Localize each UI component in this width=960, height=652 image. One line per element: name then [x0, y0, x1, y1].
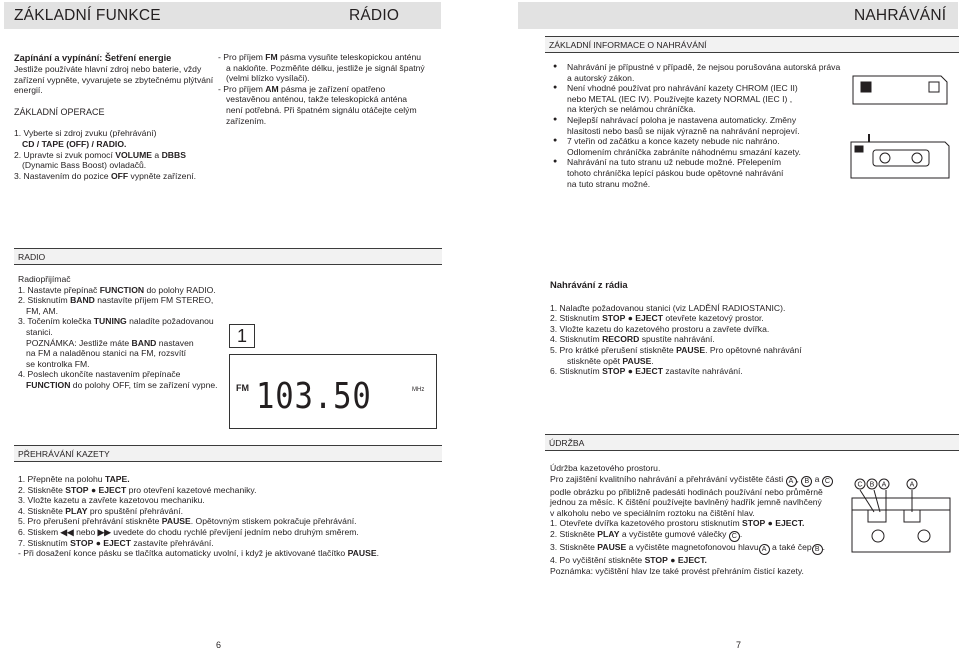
lcd-step-number: 1 [236, 326, 247, 346]
maint-p2: podle obrázku po přibližně padesáti hodinách používání nebo průměrně [550, 486, 823, 497]
radio-sub: Radiopřijímač [18, 274, 71, 284]
lcd-band: FM [236, 383, 249, 393]
rec-info-list [553, 62, 843, 189]
radio-step-4: 4. Poslech ukončíte nastavením přepínače [18, 369, 181, 380]
fig-label-b: B [869, 481, 875, 489]
rec-info-item: ● Není vhodné používat pro nahrávání kazety CHROM (IEC II) nebo METAL (IEC IV). Používejte kazety NORMAL (IEC I) , na kterých se nelámou chráníčka. [553, 83, 798, 115]
rec-radio-2: 2. Stisknutím STOP ● EJECT otevřete kazetový prostor. [550, 313, 764, 324]
radio-step-2: 2. Stisknutím BAND nastavíte příjem FM STEREO, [18, 295, 214, 306]
fm-tip-3: (velmi blízko vysílači). [226, 73, 310, 84]
basic-step-3: 3. Nastavením do pozice OFF vypněte zařízení. [14, 170, 197, 181]
rec-radio-title: Nahrávání z rádia [550, 279, 628, 290]
tape-step-1: 1. Přepněte na polohu TAPE. [18, 474, 130, 484]
rec-radio-1: 1. Nalaďte požadovanou stanici (viz LADĚNÍ RADIOSTANIC). [550, 302, 786, 313]
rec-radio-3: 3. Vložte kazetu do kazetového prostoru a zavřete dvířka. [550, 323, 770, 334]
power-heading: Zapínání a vypínání: Šetření energie [14, 53, 172, 63]
power-intro-2: zařízení vypněte, vyvarujete se zbytečnému plýtvání [14, 74, 214, 85]
fast-forward-icon: ▶▶ [97, 526, 111, 537]
lcd-number-box [229, 324, 255, 348]
tape-step-6: 6. Stiskem ◀◀ nebo ▶▶ uvedete do chodu rychlé převíjení jedním nebo druhým směrem. [18, 526, 359, 537]
maint-p4: v alkoholu nebo ve speciálním roztoku na čištění hlav. [550, 507, 755, 518]
tape-step-2: 2. Stiskněte STOP ● EJECT pro otevření kazetové mechaniky. [18, 484, 257, 495]
cassette-illustration [845, 70, 953, 182]
tape-mechanism-illustration [848, 476, 956, 556]
am-tip-3: není potřebná. Při špatném signálu otáčejte celým [226, 104, 417, 115]
fig-label-a2: A [909, 481, 915, 489]
fig-label-a: A [881, 481, 887, 489]
rec-radio-4: 4. Stisknutím RECORD spustíte nahrávání. [550, 334, 715, 345]
am-tip: - Pro příjem AM pásma je zařízení opatřeno [218, 83, 386, 94]
rec-info-title: ZÁKLADNÍ INFORMACE O NAHRÁVÁNÍ [549, 40, 707, 50]
basic-op-title: ZÁKLADNÍ OPERACE [14, 106, 105, 117]
power-intro-1: Jestliže používáte hlavní zdroj nebo baterie, vždy [14, 64, 202, 74]
maint-step-1: 1. Otevřete dvířka kazetového prostoru stisknutím STOP ● EJECT. [550, 518, 805, 529]
rec-radio-6: 6. Stisknutím STOP ● EJECT zastavíte nahrávání. [550, 366, 743, 377]
tape-step-4: 4. Stiskněte PLAY pro spuštění přehrávání. [18, 505, 183, 516]
maint-step-4: 4. Po vyčištění stiskněte STOP ● EJECT. [550, 554, 707, 565]
radio-instructions [18, 274, 218, 391]
maint-title: ÚDRŽBA [549, 438, 585, 448]
page-number-right: 7 [736, 640, 742, 650]
power-intro-3: energií. [14, 85, 43, 96]
radio-note: POZNÁMKA: Jestliže máte BAND nastaven [26, 337, 194, 348]
bullet-icon: ● [553, 84, 558, 92]
bullet-icon: ● [553, 137, 558, 145]
radio-box [14, 248, 442, 265]
lcd-unit: MHz [412, 387, 425, 393]
right-header-title: NAHRÁVÁNÍ [854, 7, 947, 24]
fm-tip: - Pro příjem FM pásma vysuňte teleskopickou anténu [218, 52, 422, 62]
left-header-title: ZÁKLADNÍ FUNKCE [14, 7, 161, 24]
basic-section [14, 52, 214, 181]
radio-step-3b: stanici. [26, 326, 53, 337]
fig-label-c: C [857, 481, 863, 489]
radio-tips [218, 52, 425, 126]
bullet-icon: ● [553, 63, 558, 70]
basic-step-1: 1. Vyberte si zdroj zvuku (přehrávání) [14, 128, 157, 139]
basic-step-2: 2. Upravte si zvuk pomocí VOLUME a DBBS [14, 149, 186, 160]
bullet-icon: ● [553, 158, 558, 166]
tape-title: PŘEHRÁVÁNÍ KAZETY [18, 449, 110, 459]
fm-tip-2: a nakloňte. Pozměňte délku, jestliže je signál špatný [226, 62, 425, 73]
tape-step-7: 7. Stisknutím STOP ● EJECT zastavíte přehrávání. [18, 537, 214, 548]
page-number-left: 6 [216, 640, 222, 650]
rec-info-item: ● 7 vteřin od začátku a konce kazety nebude nic nahráno. Odlomením chráníčka zabráníte náhodnému smazání kazety. [553, 136, 801, 157]
lcd-frequency: 103.50 [256, 376, 372, 417]
rewind-icon: ◀◀ [60, 526, 74, 537]
rec-info-box [545, 36, 959, 53]
tape-instructions [18, 474, 438, 559]
radio-step-3: 3. Točením kolečka TUNING naladíte požadovanou [18, 316, 214, 327]
maint-instructions [550, 463, 850, 576]
radio-note-2: na FM a naladěnou stanici na FM, rozsvítí [26, 348, 187, 359]
maint-step-3: 3. Stiskněte PAUSE a vyčistěte magnetofonovou hlavu A a také čep B . [550, 541, 826, 553]
rec-radio-5b: stiskněte opět PAUSE. [567, 355, 654, 366]
maint-p3: jednou za měsíc. K čištění používejte bavlněný hadřík jemně navlhčený [550, 497, 822, 508]
radio-header-title: RÁDIO [349, 7, 400, 24]
tape-box [14, 445, 442, 462]
radio-step-2b: FM, AM. [26, 305, 58, 316]
am-tip-2: vestavěnou anténou, takže teleskopická anténa [226, 94, 408, 105]
tape-step-8: - Při dosažení konce pásku se tlačítka automaticky uvolní, i když je aktivované tlačítko PAUSE. [18, 548, 379, 559]
maint-box [545, 434, 959, 451]
tape-step-3: 3. Vložte kazetu a zavřete kazetovou mechaniku. [18, 495, 205, 506]
bullet-icon: ● [553, 115, 558, 123]
rec-radio-5: 5. Pro krátké přerušení stiskněte PAUSE. Pro opětovné nahrávání [550, 344, 802, 355]
radio-step-4b: FUNCTION do polohy OFF, tím se zařízení vypne. [26, 379, 218, 390]
tape-step-5: 5. Pro přerušení přehrávání stiskněte PAUSE. Opětovným stiskem pokračuje přehrávání. [18, 516, 357, 527]
rec-info-item: ● Nahrávání je přípustné v případě, že nejsou porušována autorská práva a autorský zákon. [553, 62, 841, 83]
maint-p1: Pro zajištění kvalitního nahrávání a přehrávání vyčistěte části A , B a C [550, 474, 850, 487]
lcd-display [229, 354, 437, 429]
basic-step-1b: CD / TAPE (OFF) / RADIO. [22, 138, 127, 149]
rec-info-item: ● Nahrávání na tuto stranu už nebude možné. Přelepením tohoto chráníčka lepící páskou bude opětovné nahrávání na tuto stranu možné. [553, 157, 784, 189]
am-tip-4: zařízením. [226, 115, 267, 126]
radio-step-1: 1. Nastavte přepínač FUNCTION do polohy RADIO. [18, 284, 216, 295]
rec-info-item: ● Nejlepší nahrávací poloha je nastavena automaticky. Změny hlasitosti nebo basů se nijak výrazně na nahrávání neprojeví. [553, 114, 800, 136]
maint-note: Poznámka: vyčištění hlav lze také provést přehráním čisticí kazety. [550, 565, 804, 576]
radio-note-3: se kontrolka FM. [26, 358, 90, 369]
radio-title: RADIO [18, 252, 46, 262]
basic-step-2b: (Dynamic Bass Boost) ovladačů. [22, 160, 147, 171]
maint-sub: Údržba kazetového prostoru. [550, 463, 661, 473]
rec-radio [550, 280, 870, 377]
maint-step-2: 2. Stiskněte PLAY a vyčistěte gumové válečky C . [550, 528, 743, 540]
